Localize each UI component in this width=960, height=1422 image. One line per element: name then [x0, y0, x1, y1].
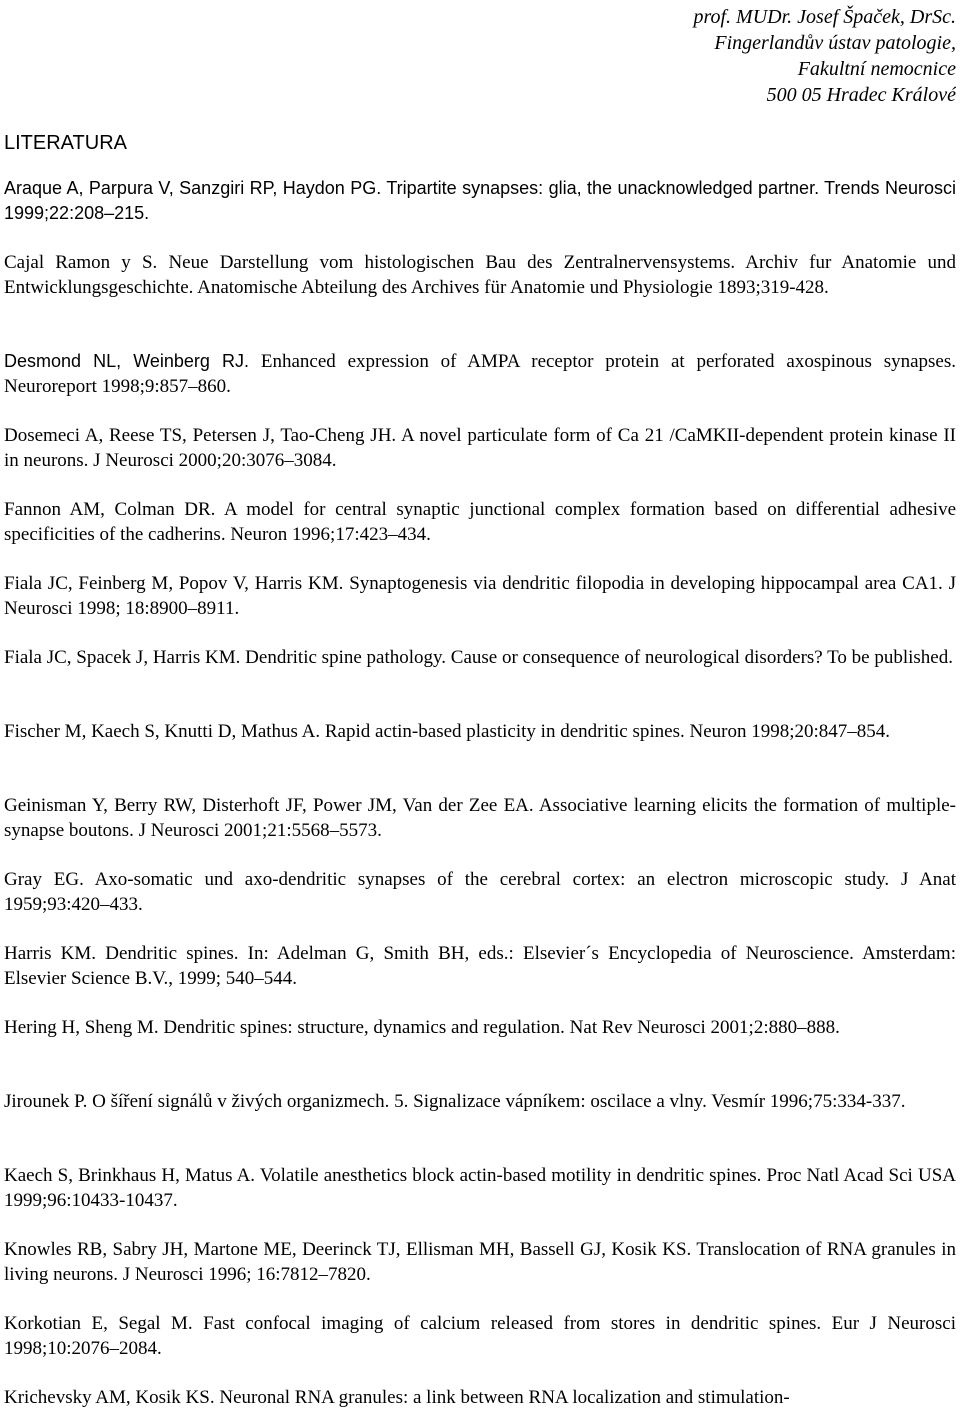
section-title: LITERATURA	[4, 132, 127, 154]
reference-details: Dendritic spines. In: Adelman G, Smith BH, eds.: Elsevier´s Encyclopedia of Neuroscience. Amsterdam: Elsevier Science B.V., 1999; 540–544.	[4, 943, 956, 989]
reference-item	[4, 1237, 956, 1287]
reference-details: Neue Darstellung vom histologischen Bau des Zentralnervensystems. Archiv fur Anatomie und Entwicklungsgeschichte. Anatomische Abteilung des Archives für Anatomie und Physiologie 1893;319-428.	[4, 252, 956, 298]
reference-item	[4, 1163, 956, 1213]
reference-authors: Fischer M, Kaech S, Knutti D, Mathus A.	[4, 721, 321, 742]
reference-item	[4, 1015, 956, 1065]
reference-authors: Cajal Ramon y S.	[4, 252, 158, 273]
reference-details: Associative learning elicits the formation of multiple-synapse boutons. J Neurosci 2001;21:5568–5573.	[4, 795, 956, 841]
reference-details: Dendritic spines: structure, dynamics and regulation. Nat Rev Neurosci 2001;2:880–888.	[163, 1017, 840, 1038]
document-page	[4, 0, 956, 1422]
reference-details: Dendritic spine pathology. Cause or consequence of neurological disorders? To be published.	[245, 647, 953, 668]
reference-details: Volatile anesthetics block actin-based motility in dendritic spines. Proc Natl Acad Sci USA 1999;96:10433-10437.	[4, 1165, 956, 1211]
reference-details: A novel particulate form of Ca 21 /CaMKII-dependent protein kinase II in neurons. J Neurosci 2000;20:3076–3084.	[4, 425, 956, 471]
reference-authors: Knowles RB, Sabry JH, Martone ME, Deerinck TJ, Ellisman MH, Bassell GJ, Kosik KS.	[4, 1239, 692, 1260]
reference-authors: Desmond NL, Weinberg RJ.	[4, 351, 250, 371]
reference-item	[4, 250, 956, 325]
reference-details: Rapid actin-based plasticity in dendritic spines. Neuron 1998;20:847–854.	[324, 721, 891, 742]
reference-authors: Araque A, Parpura V, Sanzgiri RP, Haydon PG.	[4, 178, 382, 198]
reference-details: Axo-somatic und axo-dendritic synapses of the cerebral cortex: an electron microscopic study. J Anat 1959;93:420–433.	[4, 869, 956, 915]
reference-item	[4, 719, 956, 769]
author-hospital: Fakultní nemocnice	[797, 58, 956, 80]
reference-authors: Gray EG.	[4, 869, 84, 890]
author-address: 500 05 Hradec Králové	[766, 84, 956, 106]
reference-list	[4, 176, 956, 1407]
reference-item	[4, 176, 956, 226]
reference-item	[4, 497, 956, 547]
author-institute: Fingerlandův ústav patologie,	[714, 32, 956, 54]
reference-item	[4, 645, 956, 695]
reference-details: Enhanced expression of AMPA receptor protein at perforated axospinous synapses. Neuroreport 1998;9:857–860.	[4, 351, 956, 397]
reference-details: A model for central synaptic junctional complex formation based on differential adhesive specificities of the cadherins. Neuron 1996;17:423–434.	[4, 499, 956, 545]
reference-authors: Fiala JC, Feinberg M, Popov V, Harris KM.	[4, 573, 344, 594]
reference-details: Synaptogenesis via dendritic filopodia in developing hippocampal area CA1. J Neurosci 1998; 18:8900–8911.	[4, 573, 956, 619]
reference-authors: Krichevsky AM, Kosik KS.	[4, 1387, 215, 1407]
reference-item	[4, 423, 956, 473]
reference-item	[4, 867, 956, 917]
reference-authors: Kaech S, Brinkhaus H, Matus A.	[4, 1165, 256, 1186]
reference-item	[4, 571, 956, 621]
reference-authors: Harris KM.	[4, 943, 97, 964]
reference-item	[4, 1089, 956, 1139]
author-affiliation	[693, 4, 956, 108]
author-name: prof. MUDr. Josef Špaček, DrSc.	[693, 6, 956, 28]
reference-item	[4, 349, 956, 399]
reference-authors: Fannon AM, Colman DR.	[4, 499, 216, 520]
reference-authors: Dosemeci A, Reese TS, Petersen J, Tao-Cheng JH.	[4, 425, 397, 446]
reference-item	[4, 1311, 956, 1361]
reference-item	[4, 1385, 956, 1407]
reference-authors: Jirounek P.	[4, 1091, 88, 1112]
reference-details: O šíření signálů v živých organizmech. 5. Signalizace vápníkem: oscilace a vlny. Vesmír 1996;75:334-337.	[92, 1091, 906, 1112]
reference-authors: Korkotian E, Segal M.	[4, 1313, 193, 1334]
reference-authors: Fiala JC, Spacek J, Harris KM.	[4, 647, 241, 668]
reference-details: Translocation of RNA granules in living neurons. J Neurosci 1996; 16:7812–7820.	[4, 1239, 956, 1285]
reference-authors: Geinisman Y, Berry RW, Disterhoft JF, Power JM, Van der Zee EA.	[4, 795, 534, 816]
reference-authors: Hering H, Sheng M.	[4, 1017, 159, 1038]
reference-item	[4, 941, 956, 991]
reference-item	[4, 793, 956, 843]
reference-details: Neuronal RNA granules: a link between RNA localization and stimulation-	[219, 1387, 790, 1407]
reference-details: Fast confocal imaging of calcium released from stores in dendritic spines. Eur J Neurosci 1998;10:2076–2084.	[4, 1313, 956, 1359]
reference-details: Tripartite synapses: glia, the unacknowledged partner. Trends Neurosci 1999;22:208–215.	[4, 178, 956, 223]
